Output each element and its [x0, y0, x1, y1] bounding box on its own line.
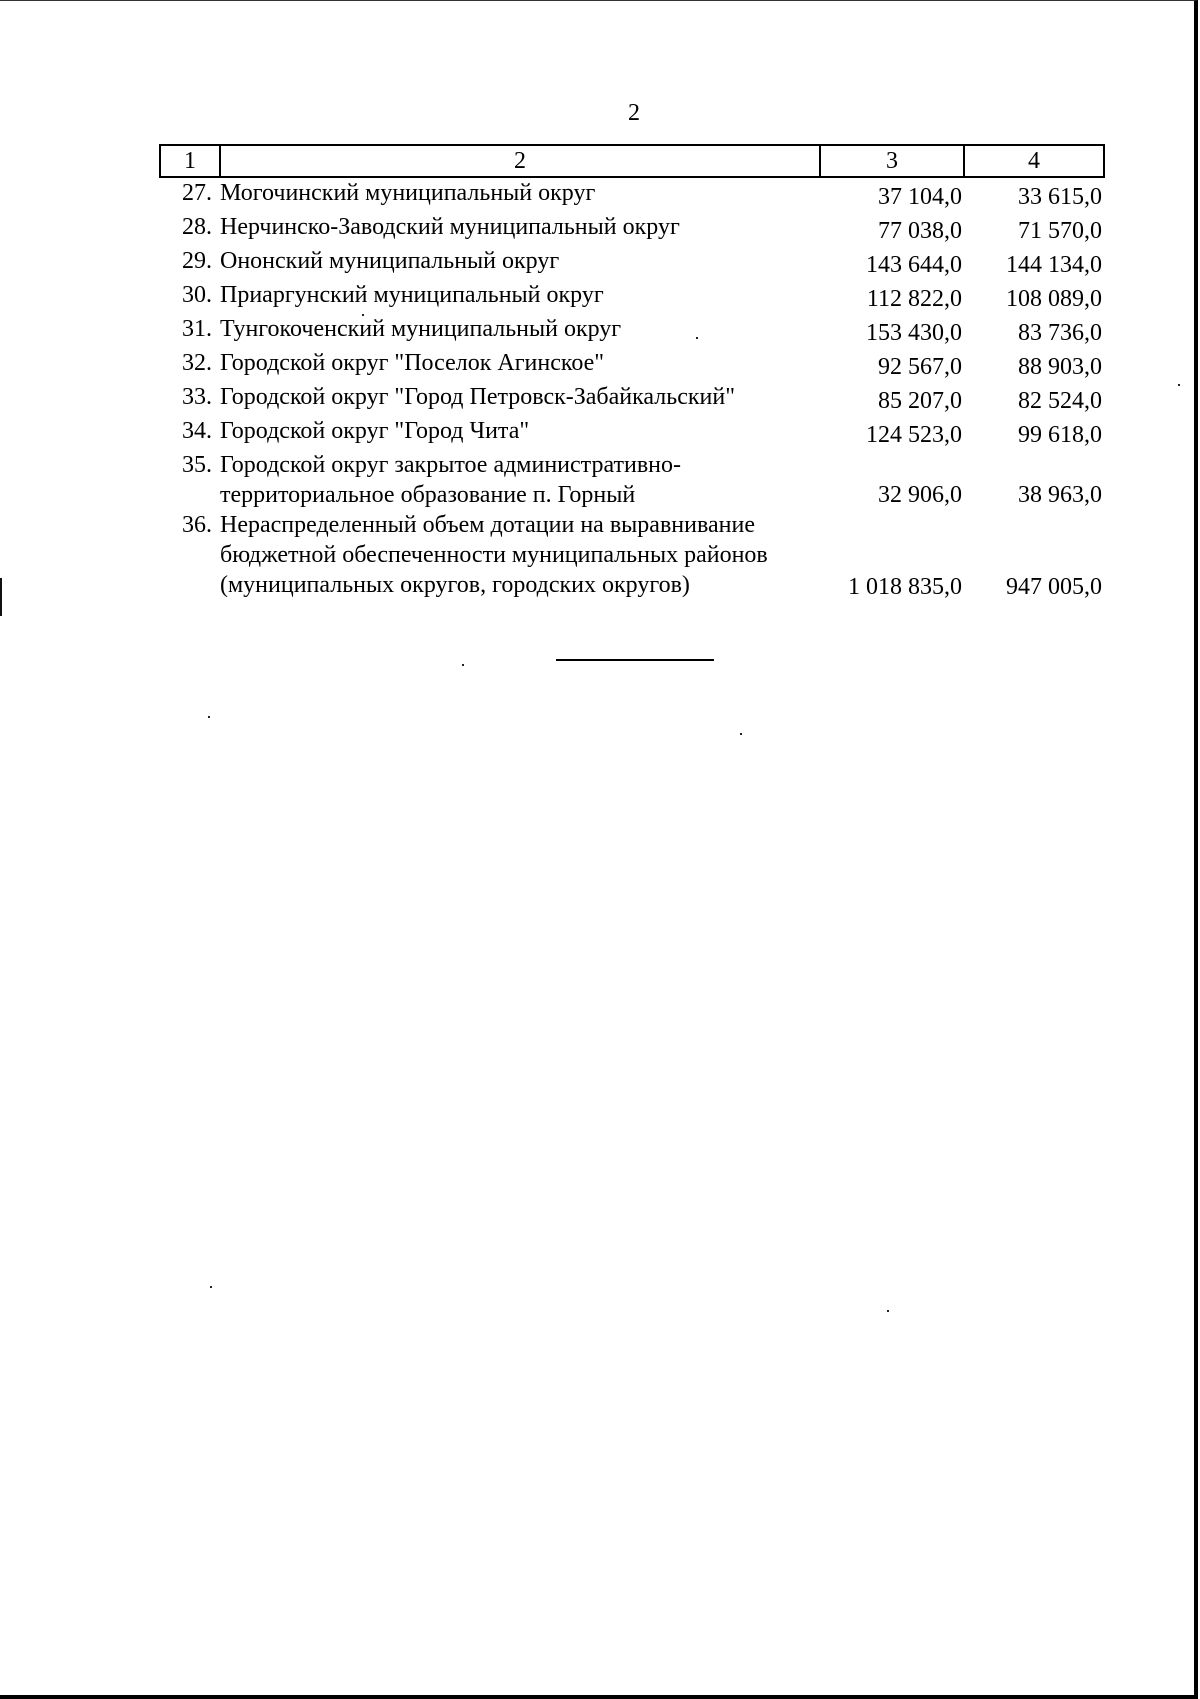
value-col-3: 37 104,0 — [878, 184, 962, 210]
value-col-4: 82 524,0 — [1018, 388, 1102, 414]
table-row — [160, 314, 1104, 348]
row-name-line: территориальное образование п. Горный — [220, 482, 636, 508]
value-col-4: 947 005,0 — [1006, 574, 1102, 600]
value-col-4: 99 618,0 — [1018, 422, 1102, 448]
value-col-4: 33 615,0 — [1018, 184, 1102, 210]
row-name — [220, 212, 820, 246]
value-col-3: 85 207,0 — [878, 388, 962, 414]
row-name-line: Тунгокоченский муниципальный округ — [220, 316, 622, 342]
row-number: 27. — [182, 180, 212, 206]
row-name-line: Городской округ "Поселок Агинское" — [220, 350, 605, 376]
table-row — [160, 246, 1104, 280]
value-col-3: 124 523,0 — [866, 422, 962, 448]
row-name — [220, 416, 820, 450]
row-number: 28. — [182, 214, 212, 240]
value-col-3: 1 018 835,0 — [848, 574, 962, 600]
table-row — [160, 510, 1104, 602]
scan-edge-mark — [0, 578, 2, 616]
value-col-3: 112 822,0 — [866, 286, 962, 312]
scan-speck — [362, 314, 364, 316]
row-name-line: Городской округ "Город Чита" — [220, 418, 530, 444]
table-row — [160, 382, 1104, 416]
row-name-line: Приаргунский муниципальный округ — [220, 282, 604, 308]
row-name — [220, 280, 820, 314]
row-name-line: Городской округ "Город Петровск-Забайкальский" — [220, 384, 736, 410]
value-col-3: 143 644,0 — [866, 252, 962, 278]
scan-speck — [208, 716, 210, 718]
row-name-line: Нерчинско-Заводский муниципальный округ — [220, 214, 680, 240]
page-number: 2 — [628, 100, 640, 126]
scan-speck — [696, 337, 698, 339]
data-table — [159, 144, 1105, 602]
row-name-line: Могочинский муниципальный округ — [220, 180, 596, 206]
header-col-1: 1 — [160, 145, 220, 177]
row-name — [220, 510, 820, 602]
value-col-3: 32 906,0 — [878, 482, 962, 508]
value-col-3: 153 430,0 — [866, 320, 962, 346]
table-row — [160, 416, 1104, 450]
row-number: 34. — [182, 418, 212, 444]
row-name-line: бюджетной обеспеченности муниципальных районов — [220, 542, 768, 568]
end-rule — [556, 659, 714, 661]
row-name — [220, 314, 820, 348]
value-col-4: 88 903,0 — [1018, 354, 1102, 380]
row-name-line: Ононский муниципальный округ — [220, 248, 560, 274]
value-col-4: 71 570,0 — [1018, 218, 1102, 244]
table-header-row — [160, 145, 1104, 177]
value-col-3: 77 038,0 — [878, 218, 962, 244]
scan-speck — [887, 1310, 889, 1312]
value-col-4: 108 089,0 — [1006, 286, 1102, 312]
row-name-line: Городской округ закрытое административно- — [220, 452, 681, 478]
header-col-4: 4 — [964, 145, 1104, 177]
scan-speck — [462, 664, 464, 666]
value-col-4: 38 963,0 — [1018, 482, 1102, 508]
table-row — [160, 450, 1104, 510]
row-number: 35. — [182, 452, 212, 478]
row-name-line: Нераспределенный объем дотации на выравнивание — [220, 512, 755, 538]
row-name — [220, 246, 820, 280]
row-name — [220, 382, 820, 416]
row-name — [220, 348, 820, 382]
row-number: 32. — [182, 350, 212, 376]
scan-speck — [1178, 384, 1180, 386]
value-col-3: 92 567,0 — [878, 354, 962, 380]
scan-speck — [210, 1286, 212, 1288]
row-number: 30. — [182, 282, 212, 308]
table-body — [160, 177, 1104, 602]
row-name — [220, 450, 820, 510]
row-number: 31. — [182, 316, 212, 342]
row-number: 33. — [182, 384, 212, 410]
row-name-line: (муниципальных округов, городских округов) — [220, 572, 690, 598]
table-row — [160, 212, 1104, 246]
row-number: 36. — [182, 512, 212, 538]
header-col-3: 3 — [820, 145, 964, 177]
table-row — [160, 280, 1104, 314]
table-row — [160, 177, 1104, 212]
scan-speck — [740, 733, 742, 735]
table-row — [160, 348, 1104, 382]
row-name — [220, 177, 820, 212]
value-col-4: 83 736,0 — [1018, 320, 1102, 346]
value-col-4: 144 134,0 — [1006, 252, 1102, 278]
header-col-2: 2 — [220, 145, 820, 177]
row-number: 29. — [182, 248, 212, 274]
